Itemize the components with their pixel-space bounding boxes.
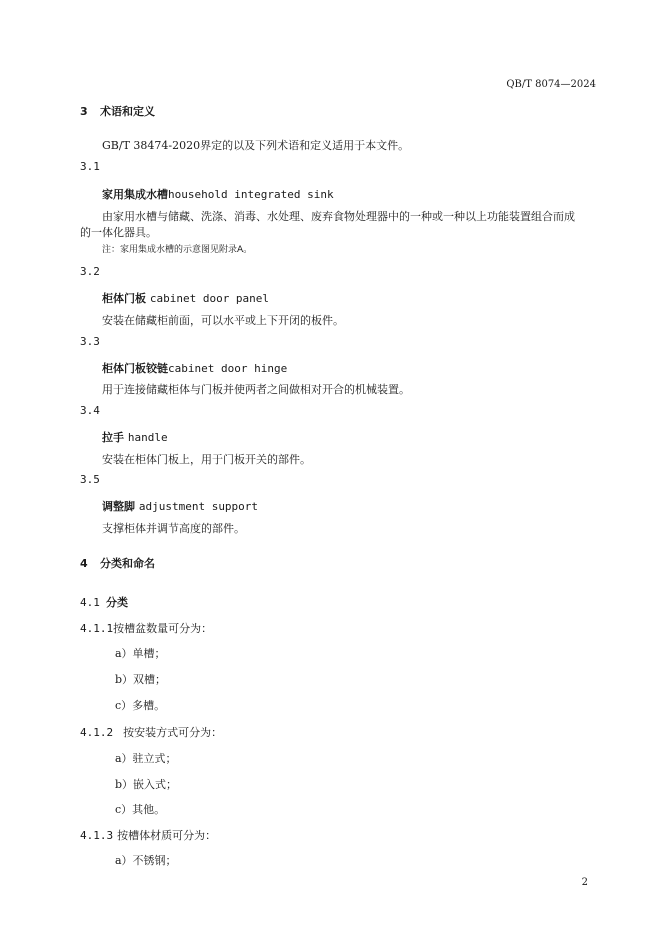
section-title: 分类和命名 — [100, 557, 155, 570]
section-number: 3 — [80, 105, 88, 118]
term-heading — [102, 429, 168, 445]
term-cn: 家用集成水槽 — [102, 188, 168, 201]
term-en: cabinet door panel — [149, 292, 270, 305]
term-note: 注：家用集成水槽的示意图见附录A。 — [102, 245, 253, 255]
term-en: adjustment support — [138, 500, 259, 513]
clause-number: 4.1.2 — [80, 726, 114, 739]
standard-code: QB/T 8074—2024 — [506, 79, 596, 90]
term-cn: 柜体门板铰链 — [102, 362, 168, 375]
term-definition: 安装在柜体门板上，用于门板开关的部件。 — [102, 453, 311, 466]
term-cn: 调整脚 — [102, 500, 135, 513]
section-title: 术语和定义 — [100, 105, 155, 118]
subsection-title: 分类 — [106, 596, 128, 609]
term-cn: 柜体门板 — [102, 292, 146, 305]
clause-number: 4.1.3 — [80, 829, 114, 842]
term-definition: 支撑柜体并调节高度的部件。 — [102, 522, 245, 535]
term-number: 3.1 — [80, 160, 100, 173]
section-3-intro: GB/T 38474-2020界定的以及下列术语和定义适用于本文件。 — [102, 139, 410, 152]
list-item: a）不锈钢； — [115, 854, 177, 867]
term-number: 3.2 — [80, 265, 100, 278]
list-item: a）驻立式； — [115, 752, 177, 765]
clause-4-1-2 — [80, 724, 222, 740]
term-en: household integrated sink — [168, 188, 334, 201]
clause-4-1-1 — [80, 620, 212, 636]
list-item: c）其他。 — [115, 803, 166, 816]
section-4-heading — [80, 555, 155, 571]
clause-text: 按槽体材质可分为： — [117, 829, 217, 842]
clause-4-1-3 — [80, 827, 216, 843]
subsection-number: 4.1 — [80, 596, 100, 609]
term-heading — [102, 360, 287, 376]
section-3-heading — [80, 103, 155, 119]
term-en: cabinet door hinge — [168, 362, 288, 375]
term-number: 3.3 — [80, 335, 100, 348]
list-item: c）多槽。 — [115, 699, 166, 712]
term-definition: 安装在储藏柜前面，可以水平或上下开闭的板件。 — [102, 314, 344, 327]
page-number: 2 — [581, 877, 588, 888]
clause-number: 4.1.1 — [80, 622, 114, 635]
clause-text: 按槽盆数量可分为： — [113, 622, 213, 635]
term-definition-continued: 的一体化器具。 — [80, 226, 157, 239]
subsection-4-1-heading — [80, 594, 128, 610]
term-heading — [102, 186, 334, 202]
list-item: b）双槽； — [115, 673, 167, 686]
term-en: handle — [127, 431, 168, 444]
term-cn: 拉手 — [102, 431, 124, 444]
term-definition: 用于连接储藏柜体与门板并使两者之间做相对开合的机械装置。 — [102, 383, 410, 396]
term-heading — [102, 290, 269, 306]
term-number: 3.4 — [80, 404, 100, 417]
clause-text: 按安装方式可分为： — [123, 726, 223, 739]
term-definition: 由家用水槽与储藏、洗涤、消毒、水处理、废弃食物处理器中的一种或一种以上功能装置组合而成 — [102, 210, 575, 223]
term-number: 3.5 — [80, 473, 100, 486]
list-item: a）单槽； — [115, 647, 166, 660]
term-heading — [102, 498, 258, 514]
section-number: 4 — [80, 557, 88, 570]
list-item: b）嵌入式； — [115, 778, 178, 791]
